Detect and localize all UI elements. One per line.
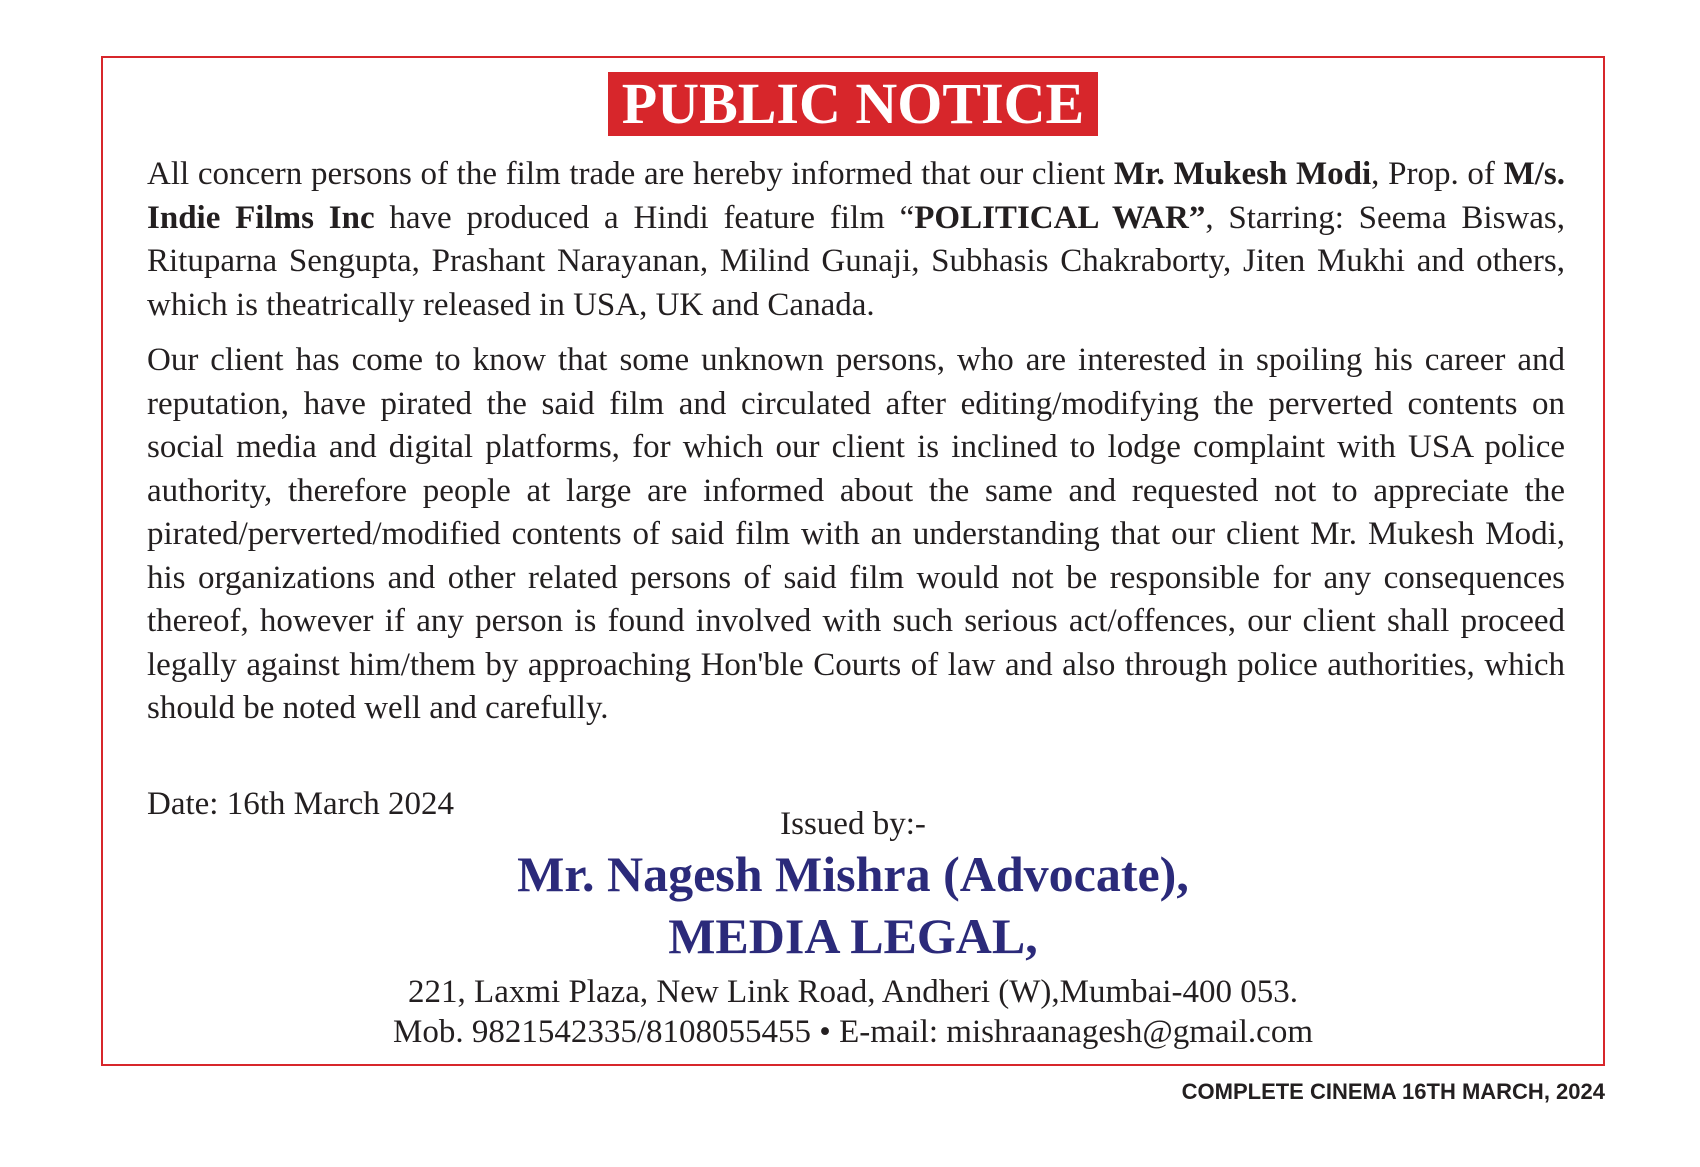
firm-address: 221, Laxmi Plaza, New Link Road, Andheri (W),Mumbai-400 053. bbox=[408, 974, 1298, 1010]
issued-by-label bbox=[103, 804, 1603, 844]
notice-title: PUBLIC NOTICE bbox=[608, 72, 1098, 136]
notice-frame bbox=[101, 56, 1605, 1066]
advocate-name: Mr. Nagesh Mishra (Advocate), bbox=[517, 846, 1189, 902]
publication-footer: COMPLETE CINEMA 16TH MARCH, 2024 bbox=[1181, 1079, 1605, 1104]
notice-paragraph-1 bbox=[147, 153, 1565, 327]
para1-text4: , Starring: Seema Biswas, Rituparna Sengupta, Prashant Narayanan, Milind Gunaji, Subhasis Chakraborty, Jiten Mukhi and others, which is theatrically released in USA, UK and Canada. bbox=[147, 199, 1565, 323]
para1-text2: , Prop. of bbox=[1371, 156, 1504, 192]
film-title: POLITICAL WAR” bbox=[914, 199, 1206, 236]
notice-paragraph-2: Our client has come to know that some unknown persons, who are interested in spoiling his career and reputation, have pirated the said film and circulated after editing/modifying the perverted contents on social media and digital platforms, for which our client is inclined to lodge complaint with USA police authority, therefore people at large are informed about the same and requested not to appreciate the pirated/perverted/modified contents of said film with an understanding that our client Mr. Mukesh Modi, his organizations and other related persons of said film would not be responsible for any consequences thereof, however if any person is found involved with such serious act/offences, our client shall proceed legally against him/them by approaching Hon'ble Courts of law and also through police authorities, which should be noted well and carefully. bbox=[147, 342, 1565, 726]
para1-intro: All concern persons of the film trade are hereby informed that our client bbox=[147, 156, 1114, 192]
company-name: M/s. Indie Films Inc bbox=[147, 156, 1565, 236]
firm-name: MEDIA LEGAL, bbox=[668, 908, 1038, 964]
client-name: Mr. Mukesh Modi bbox=[1113, 156, 1372, 192]
para1-text3: have produced a Hindi feature film “ bbox=[374, 199, 915, 236]
issued-by-text: Issued by:- bbox=[780, 806, 926, 842]
notice-date: Date: 16th March 2024 bbox=[147, 786, 455, 822]
firm-contact: Mob. 9821542335/8108055455 • E-mail: mishraanagesh@gmail.com bbox=[393, 1014, 1313, 1050]
title-wrapper bbox=[103, 72, 1603, 136]
